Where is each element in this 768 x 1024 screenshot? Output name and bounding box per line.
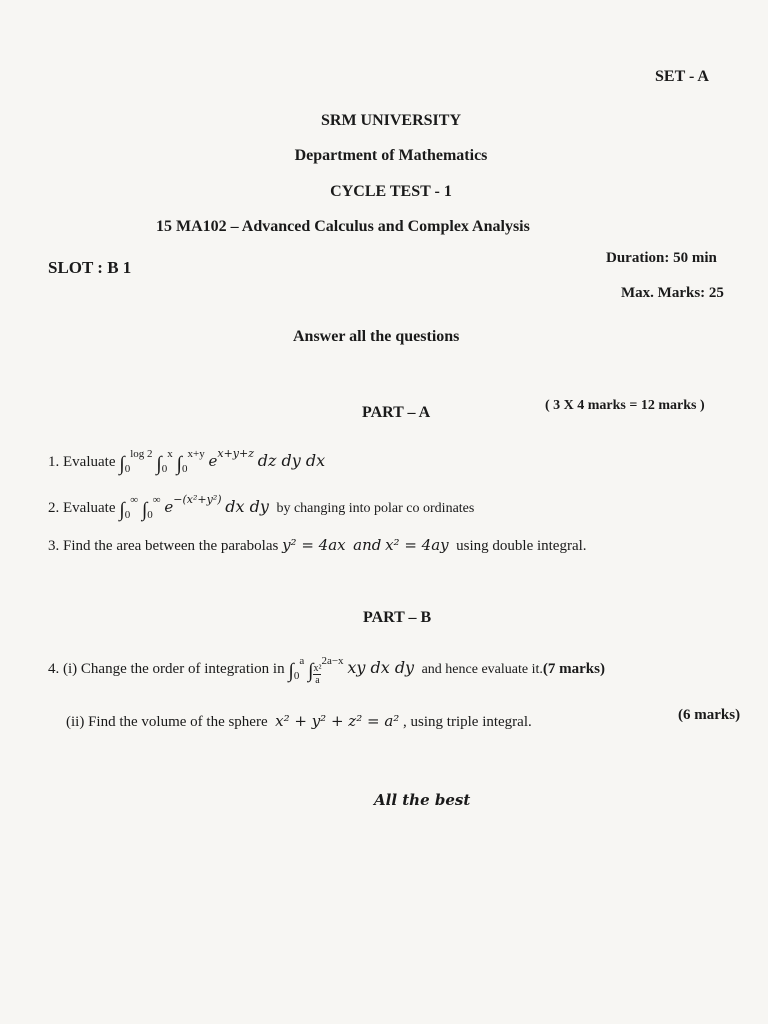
question-4ii-marks: (6 marks) [678, 707, 741, 723]
question-2-tail: by changing into polar co ordinates [276, 501, 475, 516]
limit-lower: 0 [124, 463, 131, 475]
question-4i-tail: and hence evaluate it. [421, 662, 543, 677]
department-title: Department of Mathematics [294, 147, 488, 164]
fraction-numerator: x² [313, 663, 322, 674]
question-3 [48, 536, 587, 555]
equation-1: y² = 4ax [282, 536, 346, 554]
integrand-exponent: −(x²+y²) [173, 493, 222, 506]
integral-sign: ∫ [307, 660, 314, 682]
closing-signature: All the best [374, 791, 471, 809]
integrand-base: e [164, 498, 174, 516]
question-2-label: 2. Evaluate [48, 500, 116, 516]
question-1-label: 1. Evaluate [48, 454, 116, 470]
equation-2: x² = 4ay [385, 536, 449, 554]
integrand-base: e [208, 452, 218, 470]
limit-lower: 0 [147, 509, 153, 521]
integral-sign: ∫ [119, 453, 125, 475]
and-word: and [353, 536, 382, 554]
question-1 [48, 447, 325, 476]
limit-lower: 0 [293, 670, 300, 682]
part-a-title: PART – A [362, 404, 431, 421]
differentials: dz dy dx [257, 451, 326, 470]
duration-label: Duration: 50 min [606, 250, 717, 266]
limit-lower: 0 [124, 509, 131, 521]
question-2 [48, 493, 474, 522]
max-marks-label: Max. Marks: 25 [621, 285, 724, 301]
limit-lower: 0 [182, 463, 188, 475]
sphere-equation: x² + y² + z² = a² [275, 712, 400, 730]
question-3-text: 3. Find the area between the parabolas [48, 538, 279, 554]
integral-sign: ∫ [141, 499, 148, 521]
question-4ii-text: (ii) Find the volume of the sphere [66, 714, 268, 730]
integral-sign: ∫ [288, 660, 294, 682]
integral-sign: ∫ [176, 453, 182, 475]
question-4i-marks: (7 marks) [542, 661, 605, 677]
limit-upper: log 2 [130, 448, 153, 460]
integrand: xy dx dy [347, 658, 415, 677]
limit-upper: a [299, 655, 305, 667]
limit-lower: 0 [161, 463, 168, 475]
limit-upper: ∞ [130, 494, 139, 506]
part-b-title: PART – B [363, 609, 432, 626]
question-4ii [66, 712, 532, 731]
limit-upper: ∞ [152, 494, 161, 506]
limit-upper: 2a−x [321, 655, 344, 667]
differentials: dx dy [225, 497, 269, 516]
part-a-marks: ( 3 X 4 marks = 12 marks ) [545, 398, 705, 413]
limit-upper: x+y [187, 448, 205, 460]
fraction-denominator: a [315, 675, 320, 686]
slot-label: SLOT : B 1 [48, 258, 132, 277]
integral-sign: ∫ [119, 499, 125, 521]
instruction: Answer all the questions [293, 328, 460, 345]
course-title: 15 MA102 – Advanced Calculus and Complex Analysis [156, 218, 530, 235]
question-4i [48, 655, 605, 686]
set-label: SET - A [655, 68, 709, 85]
integrand-exponent: x+y+z [217, 447, 255, 460]
question-4ii-tail: , using triple integral. [403, 714, 532, 730]
question-4i-text: 4. (i) Change the order of integration in [48, 661, 285, 677]
limit-upper: x [167, 448, 173, 460]
university-title: SRM UNIVERSITY [320, 112, 462, 129]
integral-sign: ∫ [156, 453, 162, 475]
question-3-tail: using double integral. [456, 538, 587, 554]
test-title: CYCLE TEST - 1 [330, 183, 452, 200]
